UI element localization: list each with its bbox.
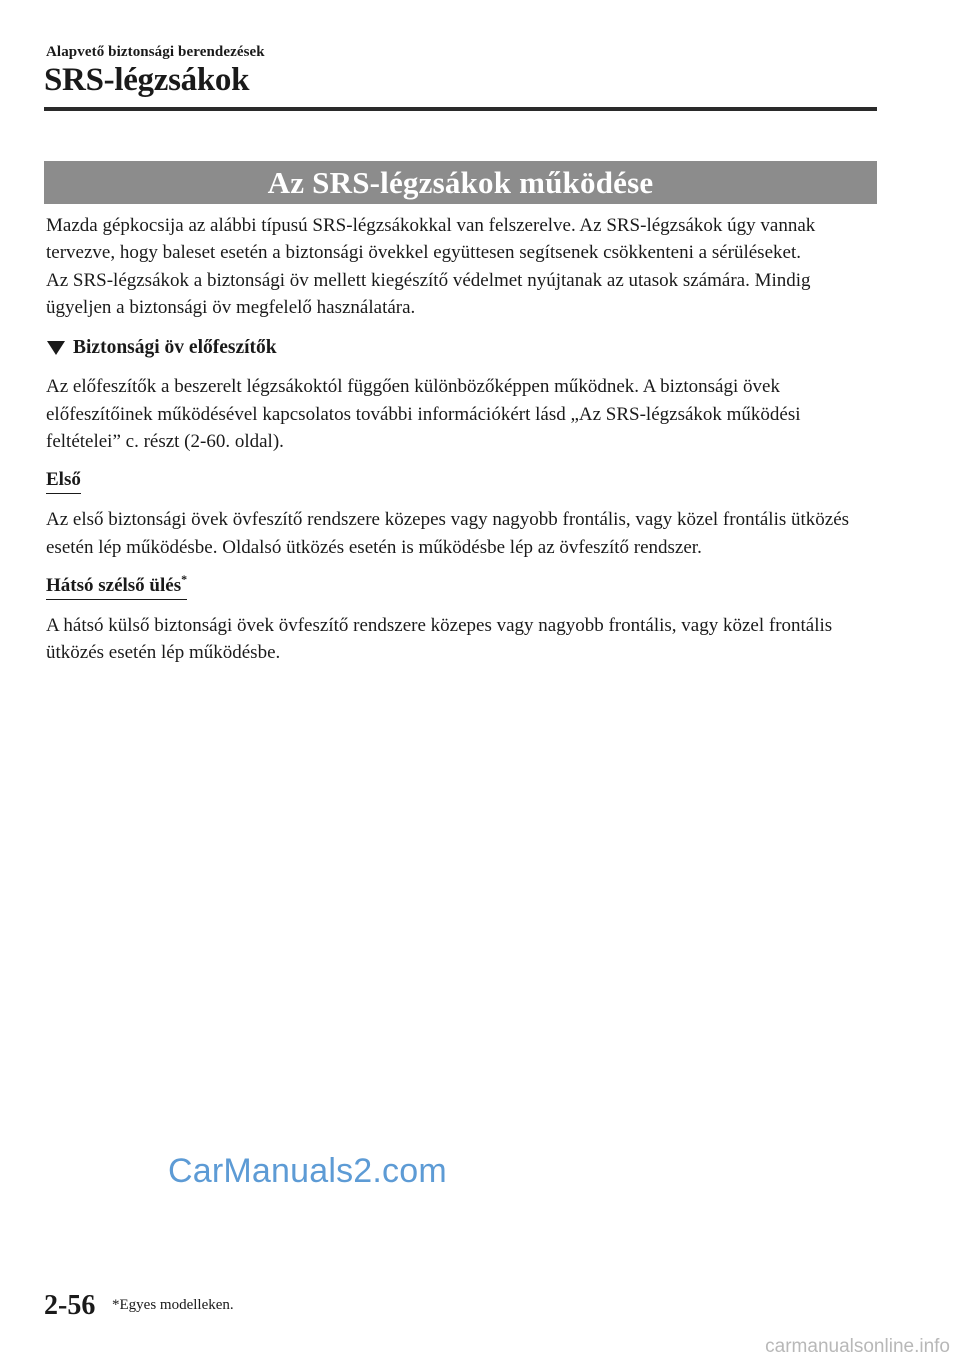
- front-seat-heading: [46, 468, 81, 494]
- chapter-title: SRS-légzsákok: [44, 62, 250, 98]
- rear-seat-heading: [46, 571, 188, 600]
- front-seat-heading-text: Első: [46, 469, 81, 491]
- running-header: Alapvető biztonsági berendezések: [46, 44, 265, 60]
- intro-paragraph-1: Mazda gépkocsija az alábbi típusú SRS-légzsákokkal van felszerelve. Az SRS-légzsákok úgy vannak tervezve, hogy baleset esetén a biztonsági övekkel együttesen segítsenek csökkenteni a sérüléseket.: [46, 215, 816, 264]
- intro-paragraph-2: Az SRS-légzsákok a biztonsági öv mellett kiegészítő védelmet nyújtanak az utasok számára. Mindig ügyeljen a biztonsági öv megfelelő használatára.: [46, 269, 811, 318]
- rear-seat-heading-text: Hátsó szélső ülés: [46, 574, 182, 596]
- site-watermark: carmanualsonline.info: [765, 1336, 950, 1357]
- rear-seat-paragraph: A hátsó külső biztonsági övek övfeszítő rendszere közepes vagy nagyobb frontális, vagy közel frontális ütközés esetén lép működésbe.: [46, 614, 833, 664]
- optional-equipment-mark: *: [181, 571, 188, 586]
- pretensioners-paragraph: Az előfeszítők a beszerelt légzsákoktól függően különbözőképpen működnek. A biztonsági övek előfeszítőinek működésével kapcsolatos további információkért lásd „Az SRS-légzsákok működési feltételei” c. részt (2-60. oldal).: [46, 376, 801, 453]
- section-title-banner: Az SRS-légzsákok működése: [44, 161, 877, 204]
- front-seat-paragraph: Az első biztonsági övek övfeszítő rendszere közepes vagy nagyobb frontális, vagy közel frontális ütközés esetén lép működésbe. Oldalsó ütközés esetén is működésbe lép az övfeszítő rendszer.: [46, 509, 850, 558]
- page-content: [46, 212, 878, 667]
- page-number: 2-56: [44, 1290, 96, 1321]
- pretensioners-heading: [46, 334, 878, 361]
- triangle-bullet-icon: [47, 341, 65, 355]
- carmanuals-watermark: CarManuals2.com: [168, 1152, 447, 1190]
- footnote: *Egyes modelleken.: [112, 1297, 234, 1313]
- header-divider: [44, 107, 877, 111]
- pretensioners-heading-text: Biztonsági öv előfeszítők: [73, 337, 277, 359]
